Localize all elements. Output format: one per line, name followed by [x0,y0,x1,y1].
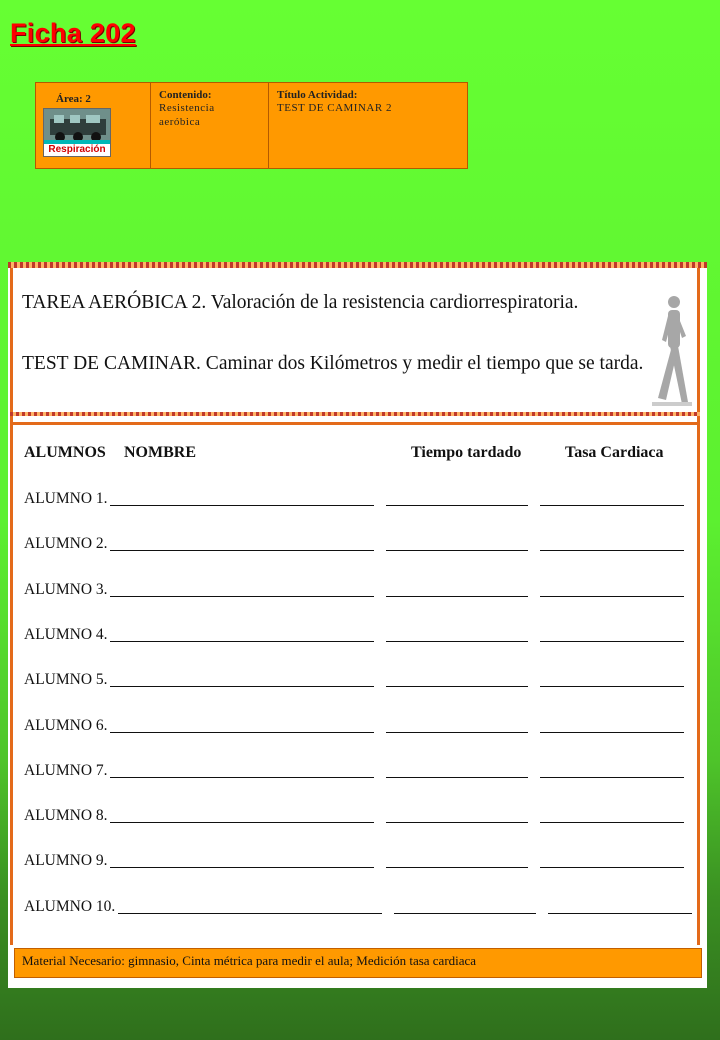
worksheet [8,262,707,988]
area-label: Área: 2 [56,93,91,105]
content-cell [151,83,269,168]
title-cell [269,83,467,168]
student-label: ALUMNO 8. [24,807,108,825]
section-divider [10,412,700,416]
student-label: ALUMNO 5. [24,671,108,689]
name-blank-line[interactable] [110,550,374,551]
time-blank-line[interactable] [386,641,528,642]
time-blank-line[interactable] [386,732,528,733]
heart-rate-blank-line[interactable] [540,732,684,733]
name-blank-line[interactable] [110,777,374,778]
title-label: Título Actividad: [277,89,358,101]
test-description: TEST DE CAMINAR. Caminar dos Kilómetros y medir el tiempo que se tarda. [22,353,644,374]
name-blank-line[interactable] [110,641,374,642]
student-label: ALUMNO 3. [24,580,108,598]
column-tiempo: Tiempo tardado [411,444,522,461]
time-blank-line[interactable] [386,822,528,823]
area-cell [36,83,151,168]
time-blank-line[interactable] [386,686,528,687]
heart-rate-blank-line[interactable] [548,913,692,914]
heart-rate-blank-line[interactable] [540,550,684,551]
name-blank-line[interactable] [110,686,374,687]
time-blank-line[interactable] [386,505,528,506]
heart-rate-blank-line[interactable] [540,686,684,687]
column-nombre: NOMBRE [124,444,196,461]
column-tasa: Tasa Cardiaca [565,444,664,461]
time-blank-line[interactable] [394,913,536,914]
time-blank-line[interactable] [386,550,528,551]
student-label: ALUMNO 9. [24,852,108,870]
activity-info-box [35,82,468,169]
time-blank-line[interactable] [386,867,528,868]
heart-rate-blank-line[interactable] [540,777,684,778]
area-image-caption: Respiración [44,144,110,156]
name-blank-line[interactable] [110,822,374,823]
title-value: TEST DE CAMINAR 2 [277,102,392,114]
heart-rate-blank-line[interactable] [540,641,684,642]
time-blank-line[interactable] [386,777,528,778]
student-label: ALUMNO 10. [24,897,116,915]
content-value-2: aeróbica [159,116,201,128]
time-blank-line[interactable] [386,596,528,597]
student-label: ALUMNO 6. [24,716,108,734]
page-title: Ficha 202 [10,18,136,48]
walking-person-icon [648,292,694,410]
student-label: ALUMNO 2. [24,535,108,553]
student-label: ALUMNO 4. [24,625,108,643]
heart-rate-blank-line[interactable] [540,822,684,823]
task-heading: TAREA AERÓBICA 2. Valoración de la resistencia cardiorrespiratoria. [22,292,579,313]
heart-rate-blank-line[interactable] [540,505,684,506]
name-blank-line[interactable] [110,596,374,597]
material-bar: Material Necesario: gimnasio, Cinta métrica para medir el aula; Medición tasa cardiaca [14,948,702,978]
name-blank-line[interactable] [110,732,374,733]
name-blank-line[interactable] [110,505,374,506]
content-value-1: Resistencia [159,102,215,114]
heart-rate-blank-line[interactable] [540,867,684,868]
respiration-train-icon [43,108,111,157]
student-label: ALUMNO 1. [24,490,108,507]
column-alumnos: ALUMNOS [24,444,106,461]
name-blank-line[interactable] [110,867,374,868]
student-label: ALUMNO 7. [24,761,108,779]
content-label: Contenido: [159,89,212,101]
heart-rate-blank-line[interactable] [540,596,684,597]
name-blank-line[interactable] [118,913,382,914]
